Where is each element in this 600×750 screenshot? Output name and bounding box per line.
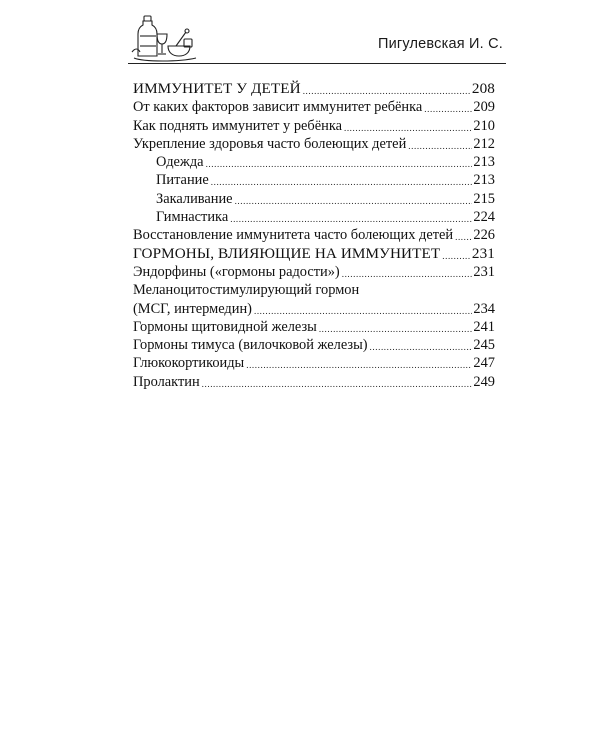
toc-page-number: 213 bbox=[473, 172, 495, 189]
toc-entry-title: Питание bbox=[156, 172, 209, 189]
toc-page-number: 245 bbox=[473, 337, 495, 354]
toc-entry-section[interactable] bbox=[133, 80, 495, 98]
running-header-author: Пигулевская И. С. bbox=[377, 36, 503, 52]
table-of-contents bbox=[133, 80, 495, 391]
toc-page-number: 212 bbox=[473, 135, 495, 152]
toc-page-number: 234 bbox=[473, 300, 495, 317]
toc-page-number: 249 bbox=[473, 373, 495, 390]
toc-entry-title: Одежда bbox=[156, 154, 204, 171]
toc-entry-title: Укрепление здоровья часто болеющих детей bbox=[133, 135, 407, 152]
toc-entry[interactable] bbox=[133, 336, 495, 354]
toc-entry-title: Эндорфины («гормоны радости») bbox=[133, 263, 340, 280]
toc-entry-section[interactable] bbox=[133, 245, 495, 263]
dot-leader bbox=[202, 377, 473, 391]
toc-entry-title: Гормоны щитовидной железы bbox=[133, 318, 317, 335]
toc-subentry[interactable] bbox=[133, 153, 495, 171]
toc-entry-title: От каких факторов зависит иммунитет ребёнка bbox=[133, 99, 423, 116]
toc-page-number: 215 bbox=[473, 190, 495, 207]
dot-leader bbox=[408, 139, 472, 153]
dot-leader bbox=[230, 212, 472, 226]
dot-leader bbox=[342, 267, 473, 281]
toc-page-number: 210 bbox=[473, 117, 495, 134]
toc-subentry[interactable] bbox=[133, 171, 495, 189]
toc-entry-title: Гормоны тимуса (вилочковой железы) bbox=[133, 337, 368, 354]
dot-leader bbox=[206, 157, 473, 171]
header-divider bbox=[128, 63, 506, 64]
toc-entry-title: Закаливание bbox=[156, 190, 233, 207]
toc-entry[interactable] bbox=[133, 135, 495, 153]
dot-leader bbox=[246, 358, 472, 372]
toc-page-number: 226 bbox=[473, 227, 495, 244]
toc-entry-title: Пролактин bbox=[133, 373, 200, 390]
toc-entry-title: Глюкокортикоиды bbox=[133, 355, 245, 372]
toc-entry[interactable] bbox=[133, 263, 495, 281]
toc-entry-title: Гимнастика bbox=[156, 209, 229, 226]
toc-entry-title: Как поднять иммунитет у ребёнка bbox=[133, 117, 342, 134]
dot-leader bbox=[303, 84, 471, 98]
toc-entry-title: (МСГ, интермедин) bbox=[133, 300, 252, 317]
dot-leader bbox=[442, 249, 471, 263]
dot-leader bbox=[424, 102, 472, 116]
toc-entry[interactable] bbox=[133, 98, 495, 116]
toc-page-number: 247 bbox=[473, 355, 495, 372]
toc-page-number: 224 bbox=[473, 209, 495, 226]
toc-page-number: 231 bbox=[473, 263, 495, 280]
dot-leader bbox=[319, 322, 473, 336]
toc-subentry[interactable] bbox=[133, 208, 495, 226]
toc-entry-title: ИММУНИТЕТ У ДЕТЕЙ bbox=[133, 80, 301, 97]
toc-entry[interactable] bbox=[133, 226, 495, 244]
toc-page-number: 209 bbox=[473, 99, 495, 116]
toc-entry[interactable] bbox=[133, 117, 495, 135]
toc-page-number: 231 bbox=[471, 244, 495, 262]
toc-entry-title: ГОРМОНЫ, ВЛИЯЮЩИЕ НА ИММУНИТЕТ bbox=[133, 244, 441, 262]
toc-page-number: 213 bbox=[473, 154, 495, 171]
dot-leader bbox=[370, 340, 473, 354]
toc-entry[interactable] bbox=[133, 281, 495, 299]
toc-subentry[interactable] bbox=[133, 190, 495, 208]
pharmacy-still-life-icon bbox=[130, 12, 200, 66]
toc-page-number: 241 bbox=[473, 318, 495, 335]
toc-entry[interactable] bbox=[133, 318, 495, 336]
dot-leader bbox=[211, 175, 473, 189]
toc-entry-continuation[interactable] bbox=[133, 300, 495, 318]
dot-leader bbox=[235, 194, 473, 208]
dot-leader bbox=[254, 304, 472, 318]
toc-entry[interactable] bbox=[133, 354, 495, 372]
toc-page-number: 208 bbox=[471, 80, 495, 97]
dot-leader bbox=[455, 230, 472, 244]
dot-leader bbox=[344, 121, 472, 135]
toc-entry[interactable] bbox=[133, 373, 495, 391]
toc-entry-title: Меланоцитостимулирующий гормон bbox=[133, 282, 360, 299]
toc-entry-title: Восстановление иммунитета часто болеющих детей bbox=[133, 227, 454, 244]
